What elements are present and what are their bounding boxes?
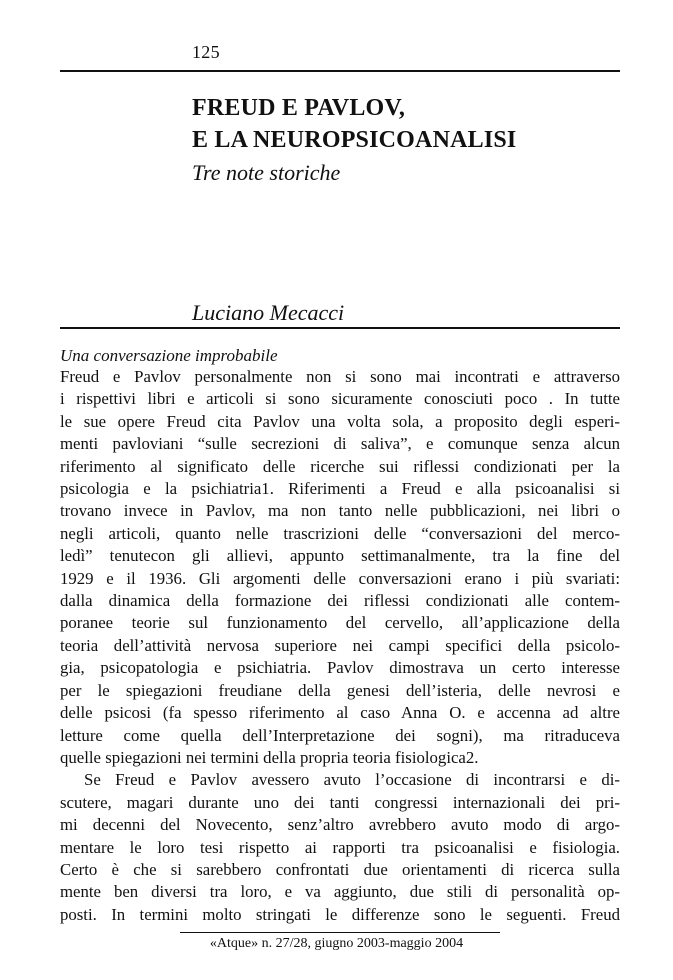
footer-citation: «Atque» n. 27/28, giugno 2003-maggio 2004 xyxy=(209,936,464,951)
body-line: mi decenni del Novecento, senz’altro avrebbero avuto modo di argo- xyxy=(60,815,620,835)
article-author: Luciano Mecacci xyxy=(192,300,345,325)
body-line: ledì” tenutecon gli allievi, appunto settimanalmente, tra la fine del xyxy=(60,546,620,566)
header-rule xyxy=(60,70,620,72)
body-line: psicologia e la psichiatria1. Riferimenti a Freud e alla psicoanalisi si xyxy=(60,479,620,499)
article-title xyxy=(192,92,516,156)
body-line: letture come quella dell’Interpretazione dei sogni), ma ritraduceva xyxy=(60,725,620,745)
body-line: negli articoli, quanto nelle trascrizioni delle “conversazioni del merco- xyxy=(60,523,620,543)
body-line: gia, psicopatologia e psichiatria. Pavlov dimostrava un certo interesse xyxy=(60,658,620,678)
article-title-line-1: FREUD E PAVLOV, xyxy=(192,95,406,121)
author-rule xyxy=(60,327,620,329)
section-heading: Una conversazione improbabile xyxy=(60,346,278,365)
body-line: Freud e Pavlov personalmente non si sono mai incontrati e attraverso xyxy=(60,367,620,386)
body-line: mentare le loro tesi rispetto ai rapporti tra psicoanalisi e fisiologia. xyxy=(60,837,620,857)
body-line: mente ben diversi tra loro, e va aggiunto, due stili di personalità op- xyxy=(60,882,620,902)
body-line: le sue opere Freud cita Pavlov una volta sola, a proposito degli esperi- xyxy=(60,411,620,431)
body-line: delle psicosi (fa spesso riferimento al caso Anna O. e accenna ad altre xyxy=(60,703,620,723)
article-title-line-2: E LA NEUROPSICOANALISI xyxy=(192,127,517,153)
body-line: scutere, magari durante uno dei tanti congressi internazionali dei pri- xyxy=(60,792,620,812)
body-line: Certo è che si sarebbero confrontati due orientamenti di ricerca sulla xyxy=(60,859,620,879)
body-line: i rispettivi libri e articoli si sono sicuramente conosciuti poco . In tutte xyxy=(60,389,620,409)
body-line: menti pavloviani “sulle secrezioni di saliva”, e comunque senza alcun xyxy=(60,434,620,454)
body-line: dalla dinamica della formazione dei riflessi condizionati alle contem- xyxy=(60,591,620,611)
body-line: 1929 e il 1936. Gli argomenti delle conversazioni erano i più svariati: xyxy=(60,568,620,588)
body-line: riferimento al significato delle ricerche sui riflessi condizionati per la xyxy=(60,456,620,476)
body-line: teoria dell’attività nervosa superiore nei campi specifici della psicolo- xyxy=(60,635,620,655)
body-line: quelle spiegazioni nei termini della propria teoria fisiologica2. xyxy=(60,747,479,767)
body-line: posti. In termini molto stringati le differenze sono le seguenti. Freud xyxy=(60,904,620,924)
body-line: poranee teorie sul funzionamento del cervello, all’applicazione della xyxy=(60,613,620,633)
body-line: trovano invece in Pavlov, ma non tanto nelle pubblicazioni, nei libri o xyxy=(60,501,620,521)
article-subtitle: Tre note storiche xyxy=(192,160,341,185)
footer-rule xyxy=(180,932,500,933)
page-number: 125 xyxy=(192,42,220,62)
body-line: per le spiegazioni freudiane della genesi dell’isteria, delle nevrosi e xyxy=(60,680,620,700)
body-text xyxy=(60,366,620,926)
body-line: Se Freud e Pavlov avessero avuto l’occasione di incontrarsi e di- xyxy=(84,770,620,790)
